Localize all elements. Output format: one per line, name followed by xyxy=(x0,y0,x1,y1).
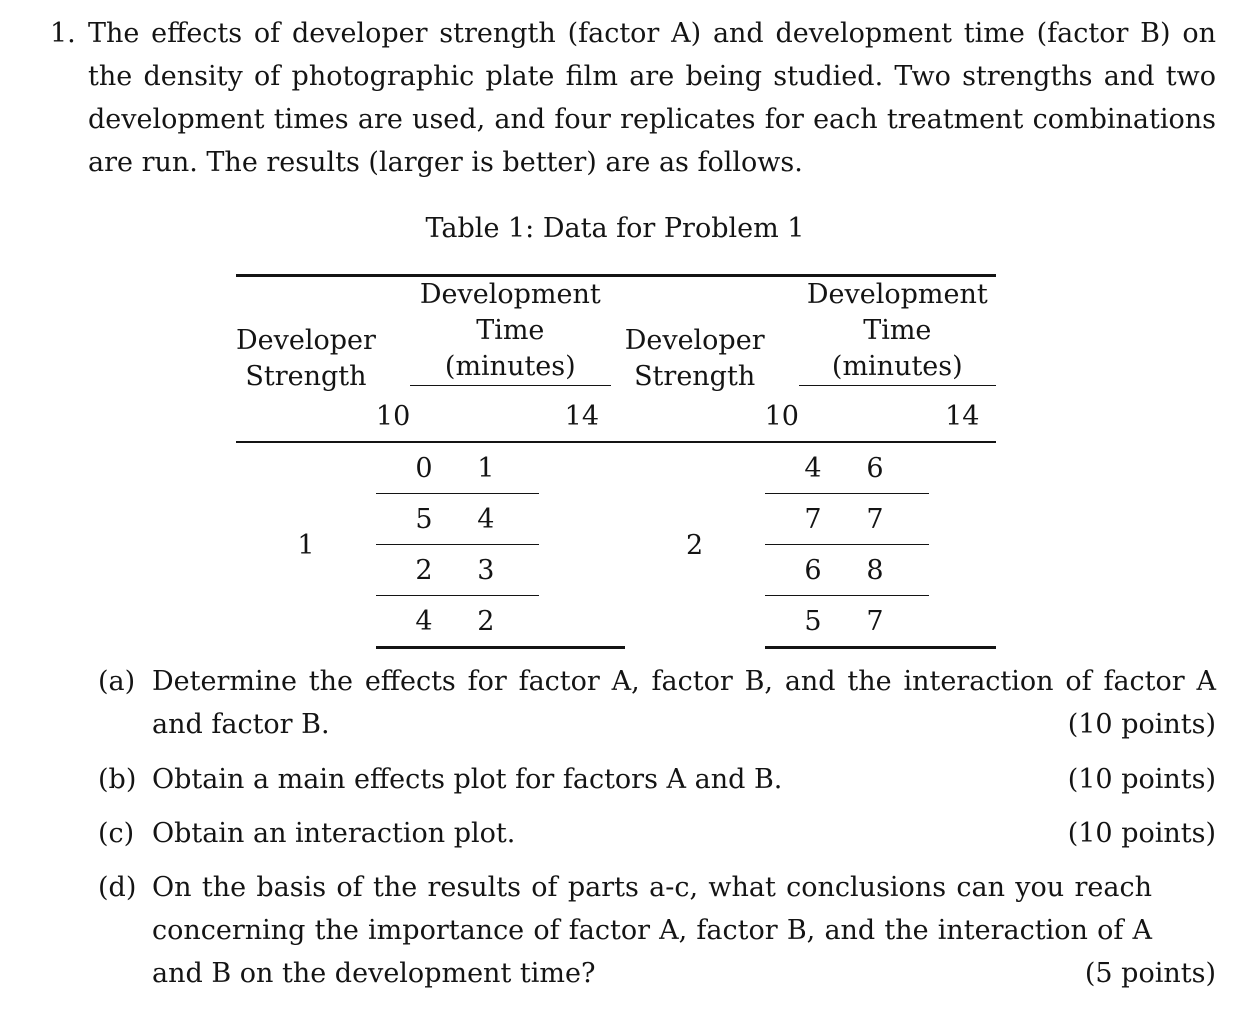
data-cell: 2 xyxy=(433,596,539,648)
part-text: Obtain a main effects plot for factors A and B. xyxy=(152,764,783,795)
time-level-10: 10 xyxy=(376,391,539,442)
data-cell: 1 xyxy=(433,442,539,494)
part-d xyxy=(98,866,1216,995)
problem-number: 1. xyxy=(50,18,76,49)
problem-statement: The effects of developer strength (factor A) and development time (factor B) on the density of photographic plate film are being studied. Two strengths and two development times are used, and four replicates for each treatment combinations are run. The results (larger is better) are as follows. xyxy=(88,18,1216,178)
data-cell: 4 xyxy=(433,494,539,545)
part-label: (c) xyxy=(98,818,135,849)
header-line: Time (minutes) xyxy=(831,315,963,382)
data-cell: 5 xyxy=(376,494,433,545)
header-line: Developer xyxy=(236,325,376,356)
part-b xyxy=(98,758,1216,801)
strength-value-1: 1 xyxy=(297,529,315,561)
part-points: (5 points) xyxy=(1084,958,1216,989)
data-cell: 3 xyxy=(433,545,539,596)
header-line: Development xyxy=(419,279,601,310)
part-points: (10 points) xyxy=(1067,709,1216,740)
header-line: Strength xyxy=(634,361,756,392)
time-level-14: 14 xyxy=(929,391,996,442)
part-text: Determine the effects for factor A, factor B, and the interaction of factor A and factor B. xyxy=(152,666,1216,740)
data-table xyxy=(236,274,996,649)
data-cell: 2 xyxy=(376,545,433,596)
header-development-time-2 xyxy=(765,276,996,392)
header-line: Time (minutes) xyxy=(444,315,576,382)
data-cell: 7 xyxy=(765,494,822,545)
header-line: Developer xyxy=(624,325,765,356)
data-cell: 7 xyxy=(822,494,929,545)
header-developer-strength-1 xyxy=(236,276,376,443)
data-cell: 4 xyxy=(376,596,433,648)
part-label: (d) xyxy=(98,872,137,903)
data-cell: 4 xyxy=(765,442,822,494)
time-level-10: 10 xyxy=(765,391,929,442)
part-a xyxy=(98,660,1216,746)
part-text: On the basis of the results of parts a-c, what conclusions can you reach concerning the importance of factor A, factor B, and the interaction of A and B on the development time? xyxy=(152,872,1152,989)
part-label: (a) xyxy=(98,666,136,697)
part-points: (10 points) xyxy=(1067,818,1216,849)
data-cell: 6 xyxy=(822,442,929,494)
data-cell: 0 xyxy=(376,442,433,494)
header-line: Strength xyxy=(245,361,367,392)
part-points: (10 points) xyxy=(1067,764,1216,795)
data-cell: 6 xyxy=(765,545,822,596)
table-caption: Table 1: Data for Problem 1 xyxy=(425,213,805,244)
header-developer-strength-2 xyxy=(625,276,765,443)
part-label: (b) xyxy=(98,764,137,795)
data-cell: 7 xyxy=(822,596,929,648)
header-development-time-1 xyxy=(376,276,625,392)
header-line: Development xyxy=(806,279,988,310)
part-c xyxy=(98,812,1216,855)
strength-value-2: 2 xyxy=(686,529,704,561)
data-cell: 5 xyxy=(765,596,822,648)
data-cell: 8 xyxy=(822,545,929,596)
time-level-14: 14 xyxy=(539,391,625,442)
part-text: Obtain an interaction plot. xyxy=(152,818,516,849)
